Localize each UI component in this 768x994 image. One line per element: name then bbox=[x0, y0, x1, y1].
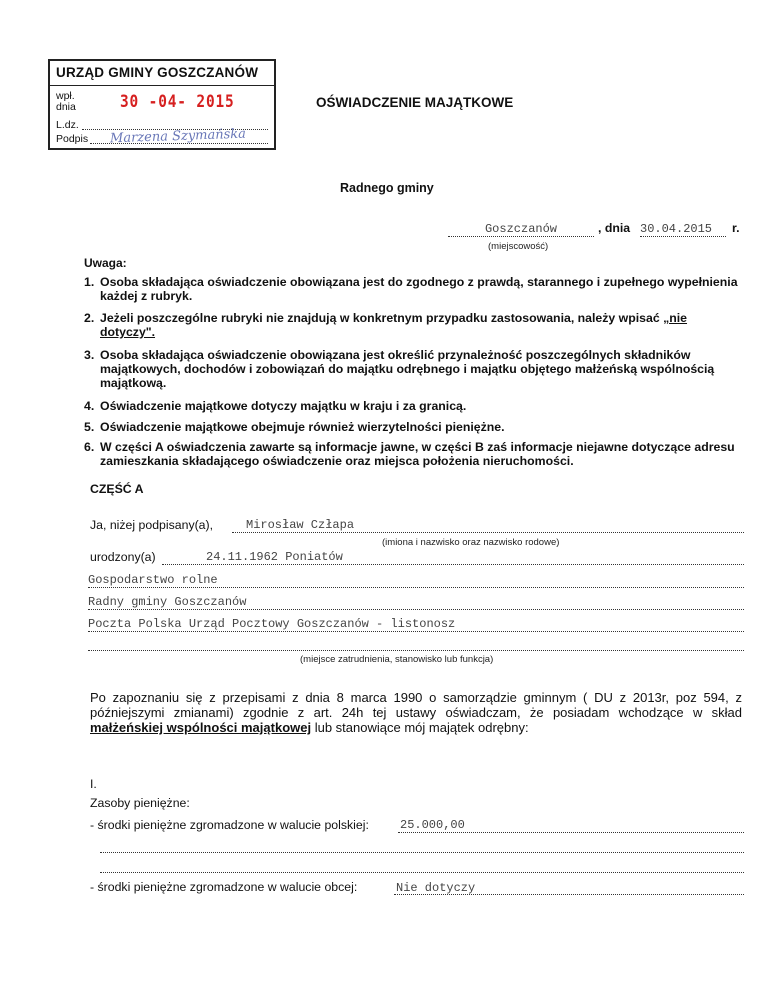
employment-line-3: Poczta Polska Urząd Pocztowy Goszczanów - listonosz bbox=[88, 617, 456, 631]
stamp-received-label-1: wpł. bbox=[56, 90, 75, 102]
employment-line-1: Gospodarstwo rolne bbox=[88, 573, 218, 587]
date-suffix: r. bbox=[732, 221, 740, 235]
document-subtitle: Radnego gminy bbox=[340, 181, 434, 195]
name-value: Mirosław Człapa bbox=[246, 518, 355, 532]
name-line bbox=[232, 532, 744, 533]
declaration-text-2: lub stanowiące mój majątek odrębny: bbox=[314, 720, 529, 735]
note-number: 3. bbox=[84, 348, 95, 362]
note-number: 6. bbox=[84, 440, 95, 454]
note-item bbox=[84, 275, 740, 303]
note-text: W części A oświadczenia zawarte są informacje jawne, w części B zaś informacje niejawne dotyczące adresu zamieszkania składającego oświadczenie oraz miejsca położenia nieruchomości. bbox=[100, 440, 735, 468]
note-number: 5. bbox=[84, 420, 95, 434]
employment-dotline-3 bbox=[88, 631, 744, 632]
note-number: 1. bbox=[84, 275, 95, 289]
part-a-heading: CZĘŚĆ A bbox=[90, 482, 144, 496]
stamp-signature: Marzena Szymańska bbox=[109, 126, 247, 147]
stamp-received-label-2: dnia bbox=[56, 101, 76, 113]
declaration-text-1: Po zapoznaniu się z przepisami z dnia 8 marca 1990 o samorządzie gminnym ( DU z 2013r, poz 594, z późniejszymi zmianami) zgodnie z art. 24h tej ustawy oświadczam, że posiadam wchodzące w skład bbox=[90, 690, 742, 720]
note-text: Osoba składająca oświadczenie obowiązana jest do zgodnego z prawdą, starannego i zupełnego wypełnienia każdej z rubryk. bbox=[100, 275, 738, 303]
foreign-label: - środki pieniężne zgromadzone w walucie obcej: bbox=[90, 880, 358, 894]
note-text-underlined: „nie dotyczy". bbox=[100, 311, 688, 339]
stamp-sign-label: Podpis bbox=[56, 133, 89, 145]
stamp-divider bbox=[50, 85, 274, 86]
note-text: Oświadczenie majątkowe obejmuje również wierzytelności pieniężne. bbox=[100, 420, 505, 434]
employment-dotline-2 bbox=[88, 609, 744, 610]
stamp-office: URZĄD GMINY GOSZCZANÓW bbox=[56, 65, 259, 80]
foreign-value: Nie dotyczy bbox=[396, 881, 476, 895]
place-field: Goszczanów bbox=[448, 222, 594, 237]
born-value: 24.11.1962 Poniatów bbox=[206, 550, 343, 564]
notes-heading: Uwaga: bbox=[84, 256, 127, 270]
pln-value: 25.000,00 bbox=[400, 818, 465, 832]
signed-label: Ja, niżej podpisany(a), bbox=[90, 518, 214, 532]
stamp-received-label bbox=[56, 91, 76, 113]
note-item bbox=[84, 420, 740, 434]
note-text: Oświadczenie majątkowe dotyczy majątku w kraju i za granicą. bbox=[100, 399, 467, 413]
date-field: 30.04.2015 bbox=[640, 222, 726, 237]
born-label: urodzony(a) bbox=[90, 550, 156, 564]
note-number: 4. bbox=[84, 399, 95, 413]
employment-dotline-1 bbox=[88, 587, 744, 588]
stamp-date: 30 -04- 2015 bbox=[120, 92, 235, 112]
place-caption: (miejscowość) bbox=[488, 241, 549, 252]
pln-label: - środki pieniężne zgromadzone w walucie polskiej: bbox=[90, 818, 369, 832]
note-item bbox=[84, 440, 740, 468]
registration-stamp bbox=[48, 59, 276, 150]
employment-line-2: Radny gminy Goszczanów bbox=[88, 595, 247, 609]
section-1-heading: Zasoby pieniężne: bbox=[90, 796, 190, 810]
note-number: 2. bbox=[84, 311, 95, 325]
note-item bbox=[84, 399, 740, 413]
note-item bbox=[84, 311, 740, 339]
pln-extra-line-1 bbox=[100, 852, 744, 853]
employment-caption: (miejsce zatrudnienia, stanowisko lub funkcja) bbox=[300, 654, 494, 665]
note-text: Jeżeli poszczególne rubryki nie znajdują w konkretnym przypadku zastosowania, należy wpisać bbox=[100, 311, 664, 325]
note-item bbox=[84, 348, 740, 390]
pln-line bbox=[398, 832, 744, 833]
date-prefix: , dnia bbox=[598, 221, 631, 235]
born-line bbox=[162, 564, 744, 565]
employment-dotline-4 bbox=[88, 650, 744, 651]
declaration-paragraph bbox=[90, 690, 742, 735]
pln-extra-line-2 bbox=[100, 872, 744, 873]
note-text: Osoba składająca oświadczenie obowiązana jest określić przynależność poszczególnych składników majątkowych, dochodów i zobowiązań do majątku odrębnego i majątku objętego małżeńską wspólnością majątkową. bbox=[100, 348, 715, 390]
stamp-reg-label: L.dz. bbox=[56, 119, 79, 131]
name-caption: (imiona i nazwisko oraz nazwisko rodowe) bbox=[382, 537, 560, 548]
document-title: OŚWIADCZENIE MAJĄTKOWE bbox=[316, 95, 514, 110]
section-1-number: I. bbox=[90, 777, 97, 791]
declaration-bold-text: małżeńskiej wspólności majątkowej bbox=[90, 720, 312, 735]
